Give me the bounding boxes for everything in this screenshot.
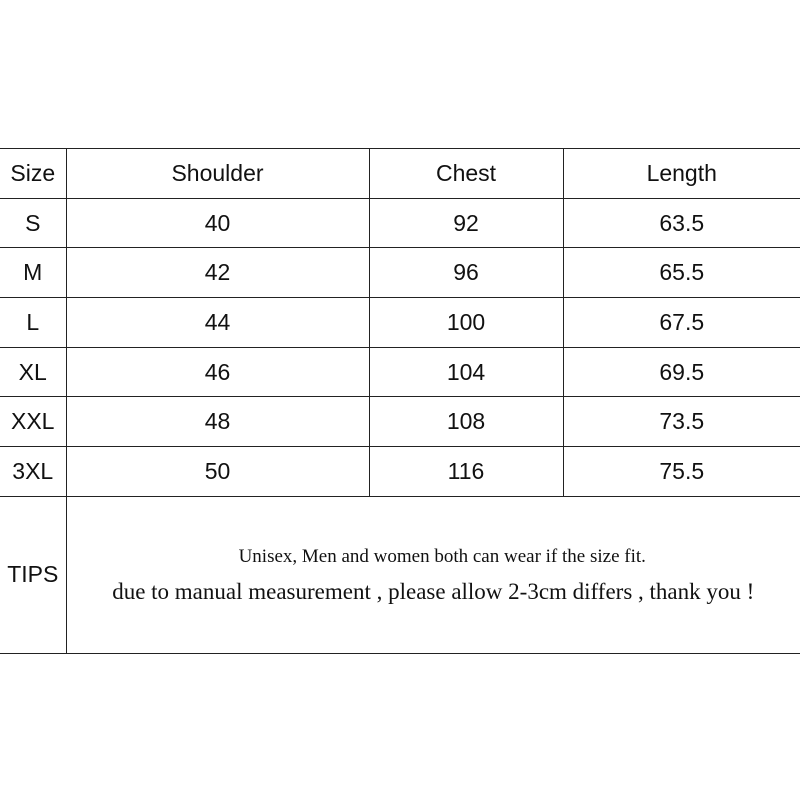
- cell-length: 63.5: [563, 198, 800, 248]
- size-chart-table: [0, 148, 800, 654]
- tips-line-unisex: Unisex, Men and women both can wear if the size fit.: [238, 545, 646, 567]
- cell-shoulder: 48: [66, 397, 369, 447]
- header-size: Size: [0, 149, 66, 199]
- tips-row: [0, 496, 800, 653]
- cell-shoulder: 44: [66, 298, 369, 348]
- cell-chest: 116: [369, 447, 563, 497]
- table-row: [0, 347, 800, 397]
- cell-chest: 108: [369, 397, 563, 447]
- cell-size: XL: [0, 347, 66, 397]
- header-chest: Chest: [369, 149, 563, 199]
- cell-length: 69.5: [563, 347, 800, 397]
- cell-length: 67.5: [563, 298, 800, 348]
- cell-chest: 96: [369, 248, 563, 298]
- tips-line-measurement: due to manual measurement , please allow 2-3cm differs , thank you !: [112, 578, 755, 604]
- tips-label: TIPS: [0, 496, 66, 653]
- cell-shoulder: 42: [66, 248, 369, 298]
- cell-length: 75.5: [563, 447, 800, 497]
- cell-shoulder: 40: [66, 198, 369, 248]
- header-length: Length: [563, 149, 800, 199]
- cell-size: S: [0, 198, 66, 248]
- cell-size: 3XL: [0, 447, 66, 497]
- table-row: [0, 298, 800, 348]
- table-row: [0, 397, 800, 447]
- cell-length: 73.5: [563, 397, 800, 447]
- cell-chest: 104: [369, 347, 563, 397]
- tips-content: [66, 496, 800, 653]
- header-shoulder: Shoulder: [66, 149, 369, 199]
- cell-length: 65.5: [563, 248, 800, 298]
- cell-size: XXL: [0, 397, 66, 447]
- table-row: [0, 447, 800, 497]
- cell-chest: 92: [369, 198, 563, 248]
- table-header-row: [0, 149, 800, 199]
- table-row: [0, 248, 800, 298]
- cell-chest: 100: [369, 298, 563, 348]
- cell-size: M: [0, 248, 66, 298]
- cell-shoulder: 50: [66, 447, 369, 497]
- cell-size: L: [0, 298, 66, 348]
- table-row: [0, 198, 800, 248]
- cell-shoulder: 46: [66, 347, 369, 397]
